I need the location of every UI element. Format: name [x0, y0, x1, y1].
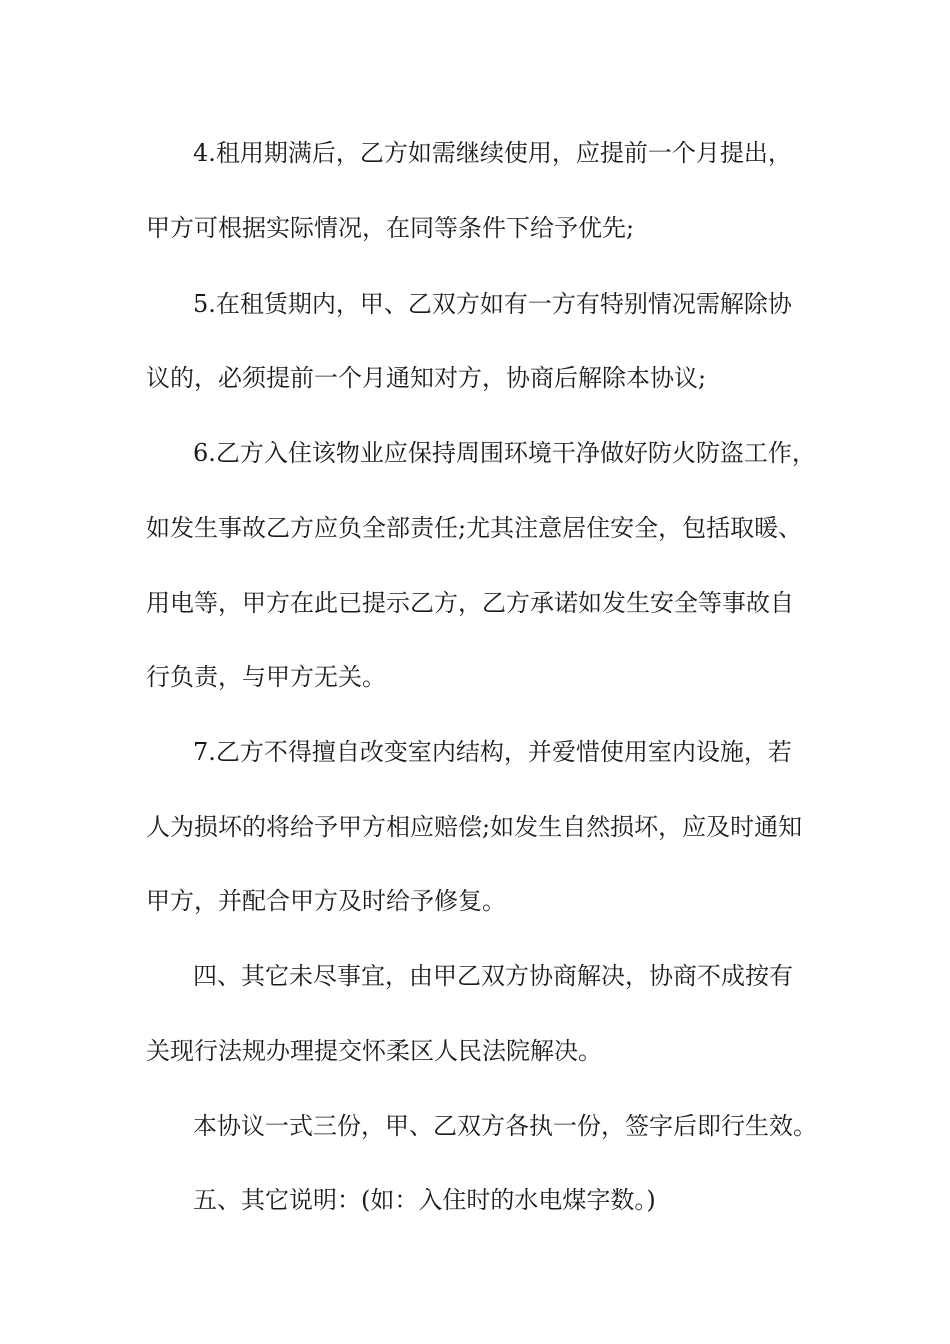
clause-7-line-2: 人为损坏的将给予甲方相应赔偿;如发生自然损坏，应及时通知: [146, 813, 803, 841]
copies-statement: 本协议一式三份，甲、乙双方各执一份，签字后即行生效。: [193, 1112, 817, 1140]
clause-6-line-3: 用电等，甲方在此已提示乙方，乙方承诺如发生安全等事故自: [146, 589, 794, 617]
clause-5-line-2: 议的，必须提前一个月通知对方，协商后解除本协议;: [146, 364, 707, 392]
clause-6-line-4: 行负责，与甲方无关。: [146, 663, 386, 691]
clause-7-line-3: 甲方，并配合甲方及时给予修复。: [146, 887, 506, 915]
section-4-line-1: 四、其它未尽事宜，由甲乙双方协商解决，协商不成按有: [193, 962, 793, 990]
clause-6-line-2: 如发生事故乙方应负全部责任;尤其注意居住安全，包括取暖、: [146, 514, 803, 542]
clause-4-line-1: 4.租用期满后，乙方如需继续使用，应提前一个月提出，: [193, 139, 792, 167]
section-4-line-2: 关现行法规办理提交怀柔区人民法院解决。: [146, 1037, 602, 1065]
section-5-line: 五、其它说明：(如：入住时的水电煤字数。): [193, 1186, 656, 1214]
clause-6-line-1: 6.乙方入住该物业应保持周围环境干净做好防火防盗工作，: [193, 439, 816, 467]
clause-7-line-1: 7.乙方不得擅自改变室内结构，并爱惜使用室内设施，若: [193, 738, 792, 766]
clause-5-line-1: 5.在租赁期内，甲、乙双方如有一方有特别情况需解除协: [193, 290, 792, 318]
clause-4-line-2: 甲方可根据实际情况，在同等条件下给予优先;: [146, 214, 635, 242]
